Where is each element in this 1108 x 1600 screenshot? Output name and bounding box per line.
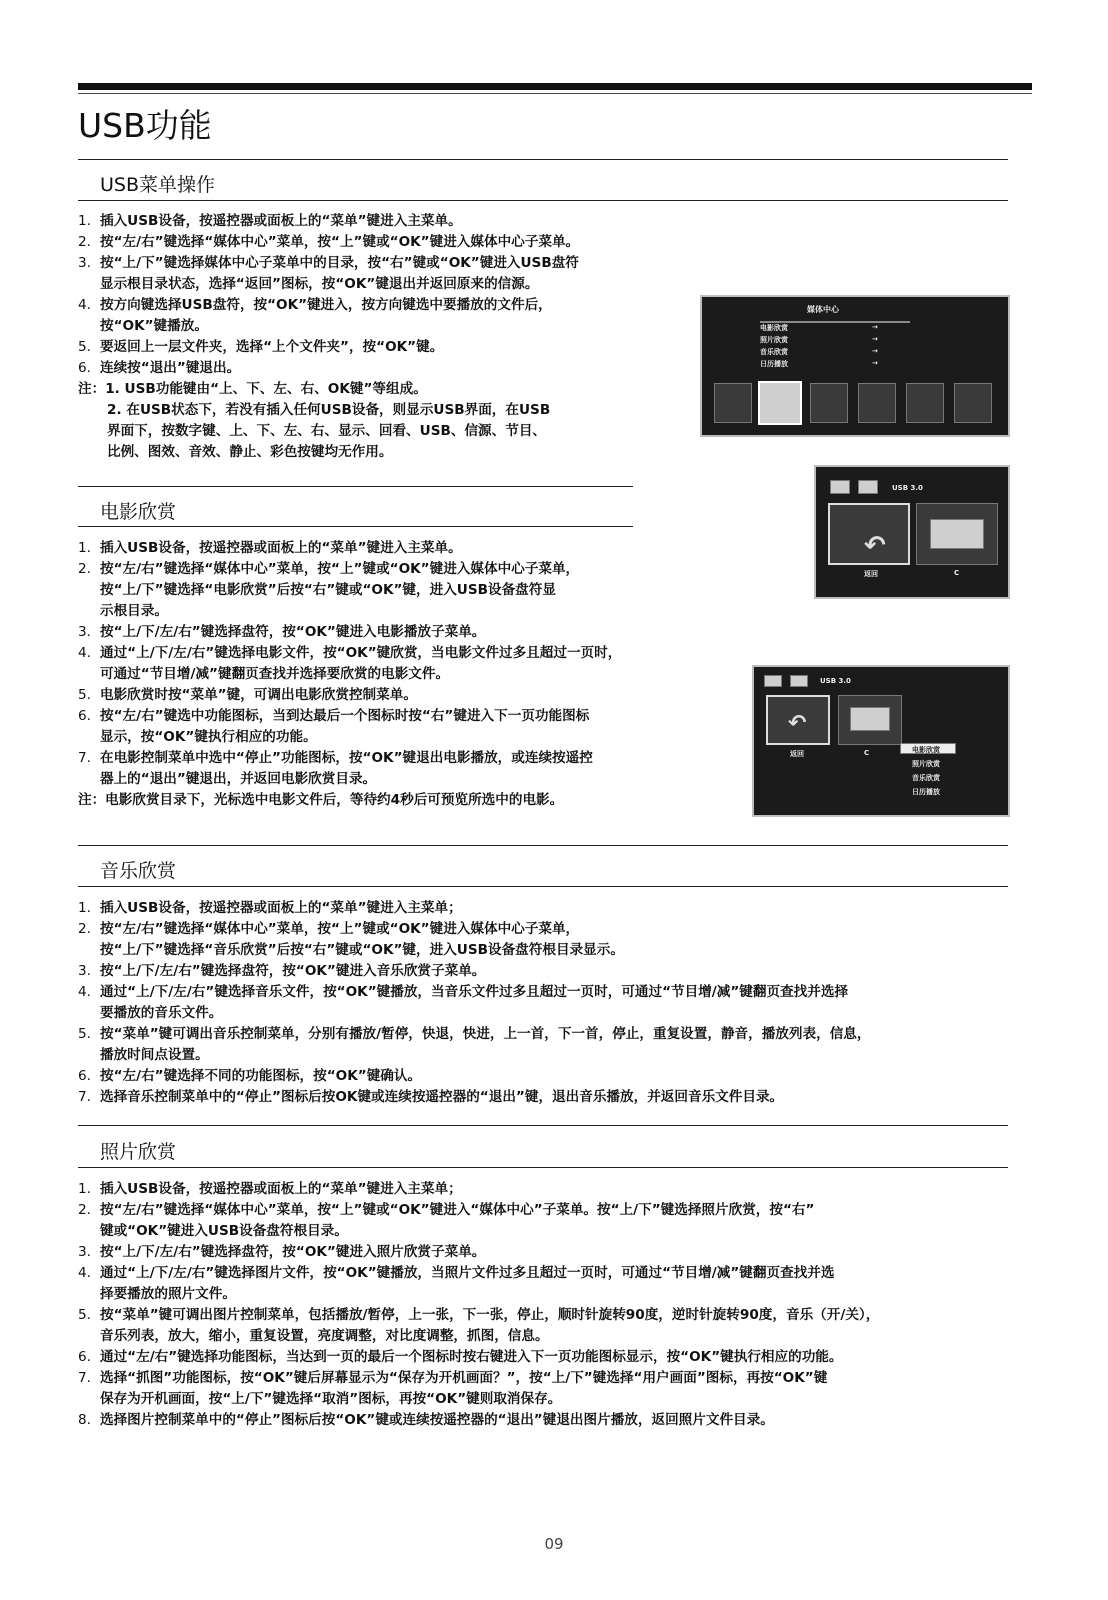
drive-icon (850, 707, 890, 731)
list-item-text: 按“上/下/左/右”键选择盘符，按“OK”键进入音乐欣赏子菜单。 (100, 963, 486, 979)
section-title-photo: 照片欣赏 (100, 1141, 177, 1163)
movie-note: 注：电影欣赏目录下，光标选中电影文件后，等待约4秒后可预览所选中的电影。 (78, 792, 564, 808)
list-item-text: 插入USB设备，按遥控器或面板上的“菜单”键进入主菜单； (100, 900, 462, 916)
list-item-line (78, 316, 579, 337)
back-arrow-icon: ↶ (788, 711, 807, 736)
tile-label: C (864, 749, 870, 757)
tile-label: C (954, 569, 960, 577)
header-icon (790, 675, 808, 687)
tile-label: 返回 (790, 750, 804, 758)
usb-header: USB 3.0 (820, 677, 851, 685)
note-line (78, 442, 579, 463)
page-title: USB功能 (78, 106, 212, 145)
popup-item: 照片欣赏 (912, 760, 940, 768)
media-icon-tile (858, 383, 896, 423)
note-label: 注： (78, 381, 106, 397)
usb-header: USB 3.0 (892, 484, 923, 492)
menu-item: 日历播放 (760, 360, 788, 368)
list-item-text: 按“上/下”键选择媒体中心子菜单中的目录，按“右”键或“OK”键进入USB盘符 (100, 255, 579, 271)
list-item-number: 7. (78, 1370, 91, 1386)
list-item-line (78, 1242, 879, 1263)
list-item-number: 1. (78, 1181, 91, 1197)
list-item-line (78, 898, 871, 919)
list-item-line (78, 727, 621, 748)
list-item-line (78, 358, 579, 379)
note-text: 界面下，按数字键、上、下、左、右、显示、回看、USB、信源、节目、 (107, 423, 547, 439)
section-rule (78, 159, 1008, 160)
section-rule (78, 886, 1008, 887)
list-item-number: 6. (78, 1349, 91, 1365)
list-item-line (78, 940, 871, 961)
list-item-text: 选择图片控制菜单中的“停止”图标后按“OK”键或连续按遥控器的“退出”键退出图片播放，返回照片文件目录。 (100, 1412, 774, 1428)
list-item-line (78, 253, 579, 274)
list-item-line (78, 982, 871, 1003)
list-item-number: 1. (78, 213, 91, 229)
list-item-line (78, 1024, 871, 1045)
arrow-icon: → (872, 323, 878, 331)
header-icon (830, 480, 850, 494)
list-item-text: 按“上/下/左/右”键选择盘符，按“OK”键进入电影播放子菜单。 (100, 624, 486, 640)
note-text: 比例、图效、音效、静止、彩色按键均无作用。 (107, 444, 393, 460)
list-item-number: 5. (78, 1307, 91, 1323)
list-item-text: 插入USB设备，按遥控器或面板上的“菜单”键进入主菜单。 (100, 540, 462, 556)
section-title-movie: 电影欣赏 (100, 501, 177, 523)
list-item-text: 按“上/下/左/右”键选择盘符，按“OK”键进入照片欣赏子菜单。 (100, 1244, 486, 1260)
list-item-line (78, 1045, 871, 1066)
list-item-number: 6. (78, 360, 91, 376)
list-item-text: 通过“左/右”键选择功能图标，当达到一页的最后一个图标时按右键进入下一页功能图标显示，按“OK”键执行相应的功能。 (100, 1349, 843, 1365)
list-item-line (78, 1087, 871, 1108)
list-item-number: 3. (78, 255, 91, 271)
list-item-line (78, 211, 579, 232)
list-item-number: 1. (78, 900, 91, 916)
drive-icon (930, 519, 984, 549)
note-text: 2. 在USB状态下，若没有插入任何USB设备，则显示USB界面，在USB (107, 402, 551, 418)
media-center-title: 媒体中心 (807, 305, 839, 314)
section-title-music: 音乐欣赏 (100, 860, 177, 882)
list-item-text: 可通过“节目增/减”键翻页查找并选择要欣赏的电影文件。 (100, 666, 450, 682)
list-item-text: 键或“OK”键进入USB设备盘符根目录。 (100, 1223, 348, 1239)
list-item-text: 要返回上一层文件夹，选择“上个文件夹”，按“OK”键。 (100, 339, 444, 355)
list-item-text: 插入USB设备，按遥控器或面板上的“菜单”键进入主菜单。 (100, 213, 462, 229)
list-item-text: 音乐列表，放大，缩小，重复设置，亮度调整，对比度调整，抓图，信息。 (100, 1328, 549, 1344)
section-rule (78, 200, 1008, 201)
list-item-number: 5. (78, 339, 91, 355)
media-icon-tile (954, 383, 992, 423)
list-item-line (78, 1410, 879, 1431)
list-item-number: 2. (78, 234, 91, 250)
list-item-text: 选择音乐控制菜单中的“停止”图标后按OK键或连续按遥控器的“退出”键，退出音乐播放，并返回音乐文件目录。 (100, 1089, 784, 1105)
tile-label: 返回 (864, 570, 878, 578)
list-item-number: 4. (78, 1265, 91, 1281)
list-item-text: 在电影控制菜单中选中“停止”功能图标，按“OK”键退出电影播放，或连续按遥控 (100, 750, 593, 766)
list-item-number: 2. (78, 1202, 91, 1218)
list-item-text: 按“左/右”键选中功能图标，当到达最后一个图标时按“右”键进入下一页功能图标 (100, 708, 590, 724)
list-item-text: 通过“上/下/左/右”键选择电影文件，按“OK”键欣赏，当电影文件过多且超过一页时， (100, 645, 622, 661)
list-item-text: 按“OK”键播放。 (100, 318, 208, 334)
list-item-text: 保存为开机画面，按“上/下”键选择“取消”图标，再按“OK”键则取消保存。 (100, 1391, 562, 1407)
list-item-text: 按“菜单”键可调出图片控制菜单，包括播放/暂停，上一张，下一张，停止，顺时针旋转90度，逆时针旋转90度，音乐（开/关）， (100, 1307, 880, 1323)
screenshot-media-center (700, 295, 1010, 437)
list-item-line (78, 769, 621, 790)
list-item-line (78, 580, 621, 601)
back-arrow-icon: ↶ (864, 531, 886, 561)
list-item-number: 4. (78, 297, 91, 313)
media-icon-tile (714, 383, 752, 423)
list-item-text: 按“左/右”键选择不同的功能图标，按“OK”键确认。 (100, 1068, 422, 1084)
list-item-line (78, 232, 579, 253)
list-item-line (78, 1066, 871, 1087)
section-rule (78, 845, 1008, 846)
list-item-line (78, 622, 621, 643)
section-rule (78, 1125, 1008, 1126)
menu-item: 音乐欣赏 (760, 348, 788, 356)
top-rule-thick (78, 83, 1032, 90)
list-item-line (78, 1263, 879, 1284)
list-item-number: 5. (78, 1026, 91, 1042)
list-item-number: 3. (78, 624, 91, 640)
top-rule-thin (78, 93, 1032, 94)
header-icon (764, 675, 782, 687)
page-number: 09 (544, 1535, 564, 1553)
screenshot-movie-menu (752, 665, 1010, 817)
list-item-number: 6. (78, 708, 91, 724)
list-item-text: 示根目录。 (100, 603, 168, 619)
list-item-line (78, 664, 621, 685)
list-item-number: 6. (78, 1068, 91, 1084)
arrow-icon: → (872, 335, 878, 343)
note-line (78, 379, 579, 400)
list-item-text: 要播放的音乐文件。 (100, 1005, 223, 1021)
list-item-text: 显示，按“OK”键执行相应的功能。 (100, 729, 317, 745)
popup-item: 电影欣赏 (912, 746, 940, 754)
list-item-line (78, 274, 579, 295)
list-item-text: 按方向键选择USB盘符，按“OK”键进入，按方向键选中要播放的文件后， (100, 297, 552, 313)
section-title-usb-menu: USB菜单操作 (100, 174, 216, 196)
list-item-text: 通过“上/下/左/右”键选择音乐文件，按“OK”键播放，当音乐文件过多且超过一页时，可通过“节目增/减”键翻页查找并选择 (100, 984, 849, 1000)
list-item-line (78, 1284, 879, 1305)
list-item-text: 电影欣赏时按“菜单”键，可调出电影欣赏控制菜单。 (100, 687, 417, 703)
list-item-line (78, 559, 621, 580)
list-item-text: 按“左/右”键选择“媒体中心”菜单，按“上”键或“OK”键进入媒体中心子菜单， (100, 561, 580, 577)
list-item-number: 7. (78, 1089, 91, 1105)
list-item-number: 2. (78, 561, 91, 577)
list-item-number: 5. (78, 687, 91, 703)
list-item-number: 2. (78, 921, 91, 937)
photo-list (78, 1179, 879, 1431)
music-list (78, 898, 871, 1108)
list-item-number: 8. (78, 1412, 91, 1428)
popup-item: 日历播放 (912, 788, 940, 796)
media-icon-tile (906, 383, 944, 423)
media-icon-tile-selected (758, 381, 802, 425)
list-item-text: 选择“抓图”功能图标，按“OK”键后屏幕显示为“保存为开机画面？”，按“上/下”键选择“用户画面”图标，再按“OK”键 (100, 1370, 828, 1386)
note-text: 1. USB功能键由“上、下、左、右、OK键”等组成。 (105, 381, 427, 397)
movie-list (78, 538, 621, 811)
list-item-number: 4. (78, 645, 91, 661)
list-item-line (78, 748, 621, 769)
list-item-text: 连续按“退出”键退出。 (100, 360, 241, 376)
list-item-number: 3. (78, 963, 91, 979)
list-item-line (78, 601, 621, 622)
list-item-line (78, 643, 621, 664)
list-item-line (78, 1389, 879, 1410)
list-item-line (78, 337, 579, 358)
screenshot-usb-root (814, 465, 1010, 599)
list-item-line (78, 961, 871, 982)
section-rule (78, 1167, 1008, 1168)
list-item-line (78, 1305, 879, 1326)
list-item-text: 插入USB设备，按遥控器或面板上的“菜单”键进入主菜单； (100, 1181, 462, 1197)
list-item-text: 播放时间点设置。 (100, 1047, 209, 1063)
note-line (78, 400, 579, 421)
list-item-line (78, 1326, 879, 1347)
usb-menu-list (78, 211, 579, 463)
list-item-line (78, 919, 871, 940)
list-item-line (78, 1347, 879, 1368)
list-item-text: 按“上/下”键选择“音乐欣赏”后按“右”键或“OK”键，进入USB设备盘符根目录显示。 (100, 942, 624, 958)
list-item-number: 3. (78, 1244, 91, 1260)
list-item-line (78, 538, 621, 559)
list-item-line (78, 706, 621, 727)
list-item-text: 器上的“退出”键退出，并返回电影欣赏目录。 (100, 771, 377, 787)
list-item-line (78, 1221, 879, 1242)
list-item-text: 按“左/右”键选择“媒体中心”菜单，按“上”键或“OK”键进入媒体中心子菜单。 (100, 234, 580, 250)
list-item-text: 按“上/下”键选择“电影欣赏”后按“右”键或“OK”键，进入USB设备盘符显 (100, 582, 556, 598)
arrow-icon: → (872, 359, 878, 367)
section-rule (78, 526, 633, 527)
note-line (78, 421, 579, 442)
list-item-line (78, 295, 579, 316)
popup-item: 音乐欣赏 (912, 774, 940, 782)
list-item-line (78, 1200, 879, 1221)
list-item-text: 通过“上/下/左/右”键选择图片文件，按“OK”键播放，当照片文件过多且超过一页时，可通过“节目增/减”键翻页查找并选 (100, 1265, 835, 1281)
arrow-icon: → (872, 347, 878, 355)
list-item-line (78, 1368, 879, 1389)
list-item-text: 按“左/右”键选择“媒体中心”菜单，按“上”键或“OK”键进入媒体中心子菜单， (100, 921, 580, 937)
menu-item: 照片欣赏 (760, 336, 788, 344)
list-item-text: 显示根目录状态，选择“返回”图标，按“OK”键退出并返回原来的信源。 (100, 276, 539, 292)
list-item-text: 择要播放的照片文件。 (100, 1286, 236, 1302)
list-item-number: 1. (78, 540, 91, 556)
list-item-number: 7. (78, 750, 91, 766)
media-icon-tile (810, 383, 848, 423)
section-rule (78, 486, 633, 487)
list-item-line (78, 1003, 871, 1024)
list-item-text: 按“菜单”键可调出音乐控制菜单，分别有播放/暂停，快退，快进，上一首，下一首，停止，重复设置，静音，播放列表，信息， (100, 1026, 871, 1042)
list-item-number: 4. (78, 984, 91, 1000)
list-item-line (78, 1179, 879, 1200)
header-icon (858, 480, 878, 494)
menu-item: 电影欣赏 (760, 324, 788, 332)
list-item-text: 按“左/右”键选择“媒体中心”菜单，按“上”键或“OK”键进入“媒体中心”子菜单。按“上/下”键选择照片欣赏，按“右” (100, 1202, 815, 1218)
list-item-line (78, 685, 621, 706)
